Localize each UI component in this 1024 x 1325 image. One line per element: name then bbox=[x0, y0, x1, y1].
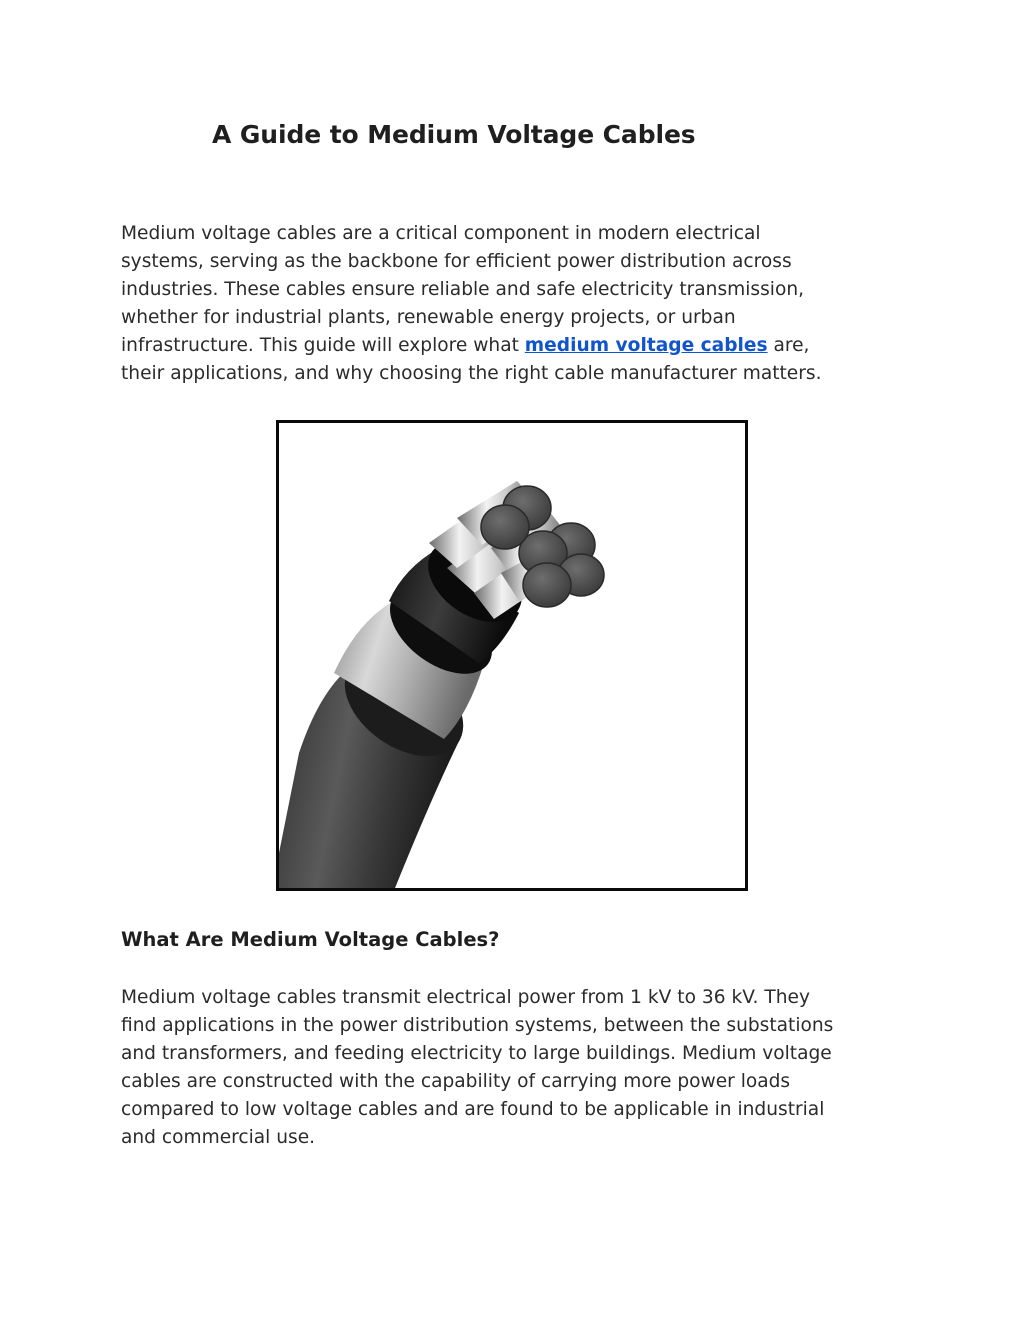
intro-text-before-link: infrastructure. This guide will explore what bbox=[121, 335, 525, 356]
intro-line: industries. These cables ensure reliable and safe electricity transmission, bbox=[121, 279, 805, 300]
section-line: and transformers, and feeding electricity to large buildings. Medium voltage bbox=[121, 1043, 832, 1064]
cable-illustration bbox=[279, 423, 745, 888]
section-line: compared to low voltage cables and are found to be applicable in industrial bbox=[121, 1099, 825, 1120]
intro-text-after-link: are, bbox=[767, 335, 810, 356]
section-line: and commercial use. bbox=[121, 1127, 316, 1148]
intro-line: Medium voltage cables are a critical component in modern electrical bbox=[121, 223, 761, 244]
section-paragraph bbox=[121, 984, 911, 1152]
intro-paragraph bbox=[121, 220, 911, 388]
section-line: Medium voltage cables transmit electrical power from 1 kV to 36 kV. They bbox=[121, 987, 810, 1008]
intro-line: systems, serving as the backbone for efficient power distribution across bbox=[121, 251, 792, 272]
intro-line: whether for industrial plants, renewable energy projects, or urban bbox=[121, 307, 736, 328]
section-line: find applications in the power distribution systems, between the substations bbox=[121, 1015, 834, 1036]
intro-line: their applications, and why choosing the right cable manufacturer matters. bbox=[121, 363, 822, 384]
section-heading: What Are Medium Voltage Cables? bbox=[121, 928, 500, 951]
section-line: cables are constructed with the capability of carrying more power loads bbox=[121, 1071, 791, 1092]
intro-line-with-link bbox=[121, 332, 911, 360]
page-title: A Guide to Medium Voltage Cables bbox=[212, 120, 696, 149]
medium-voltage-cables-link[interactable]: medium voltage cables bbox=[524, 335, 768, 356]
cable-image-frame bbox=[276, 420, 748, 891]
